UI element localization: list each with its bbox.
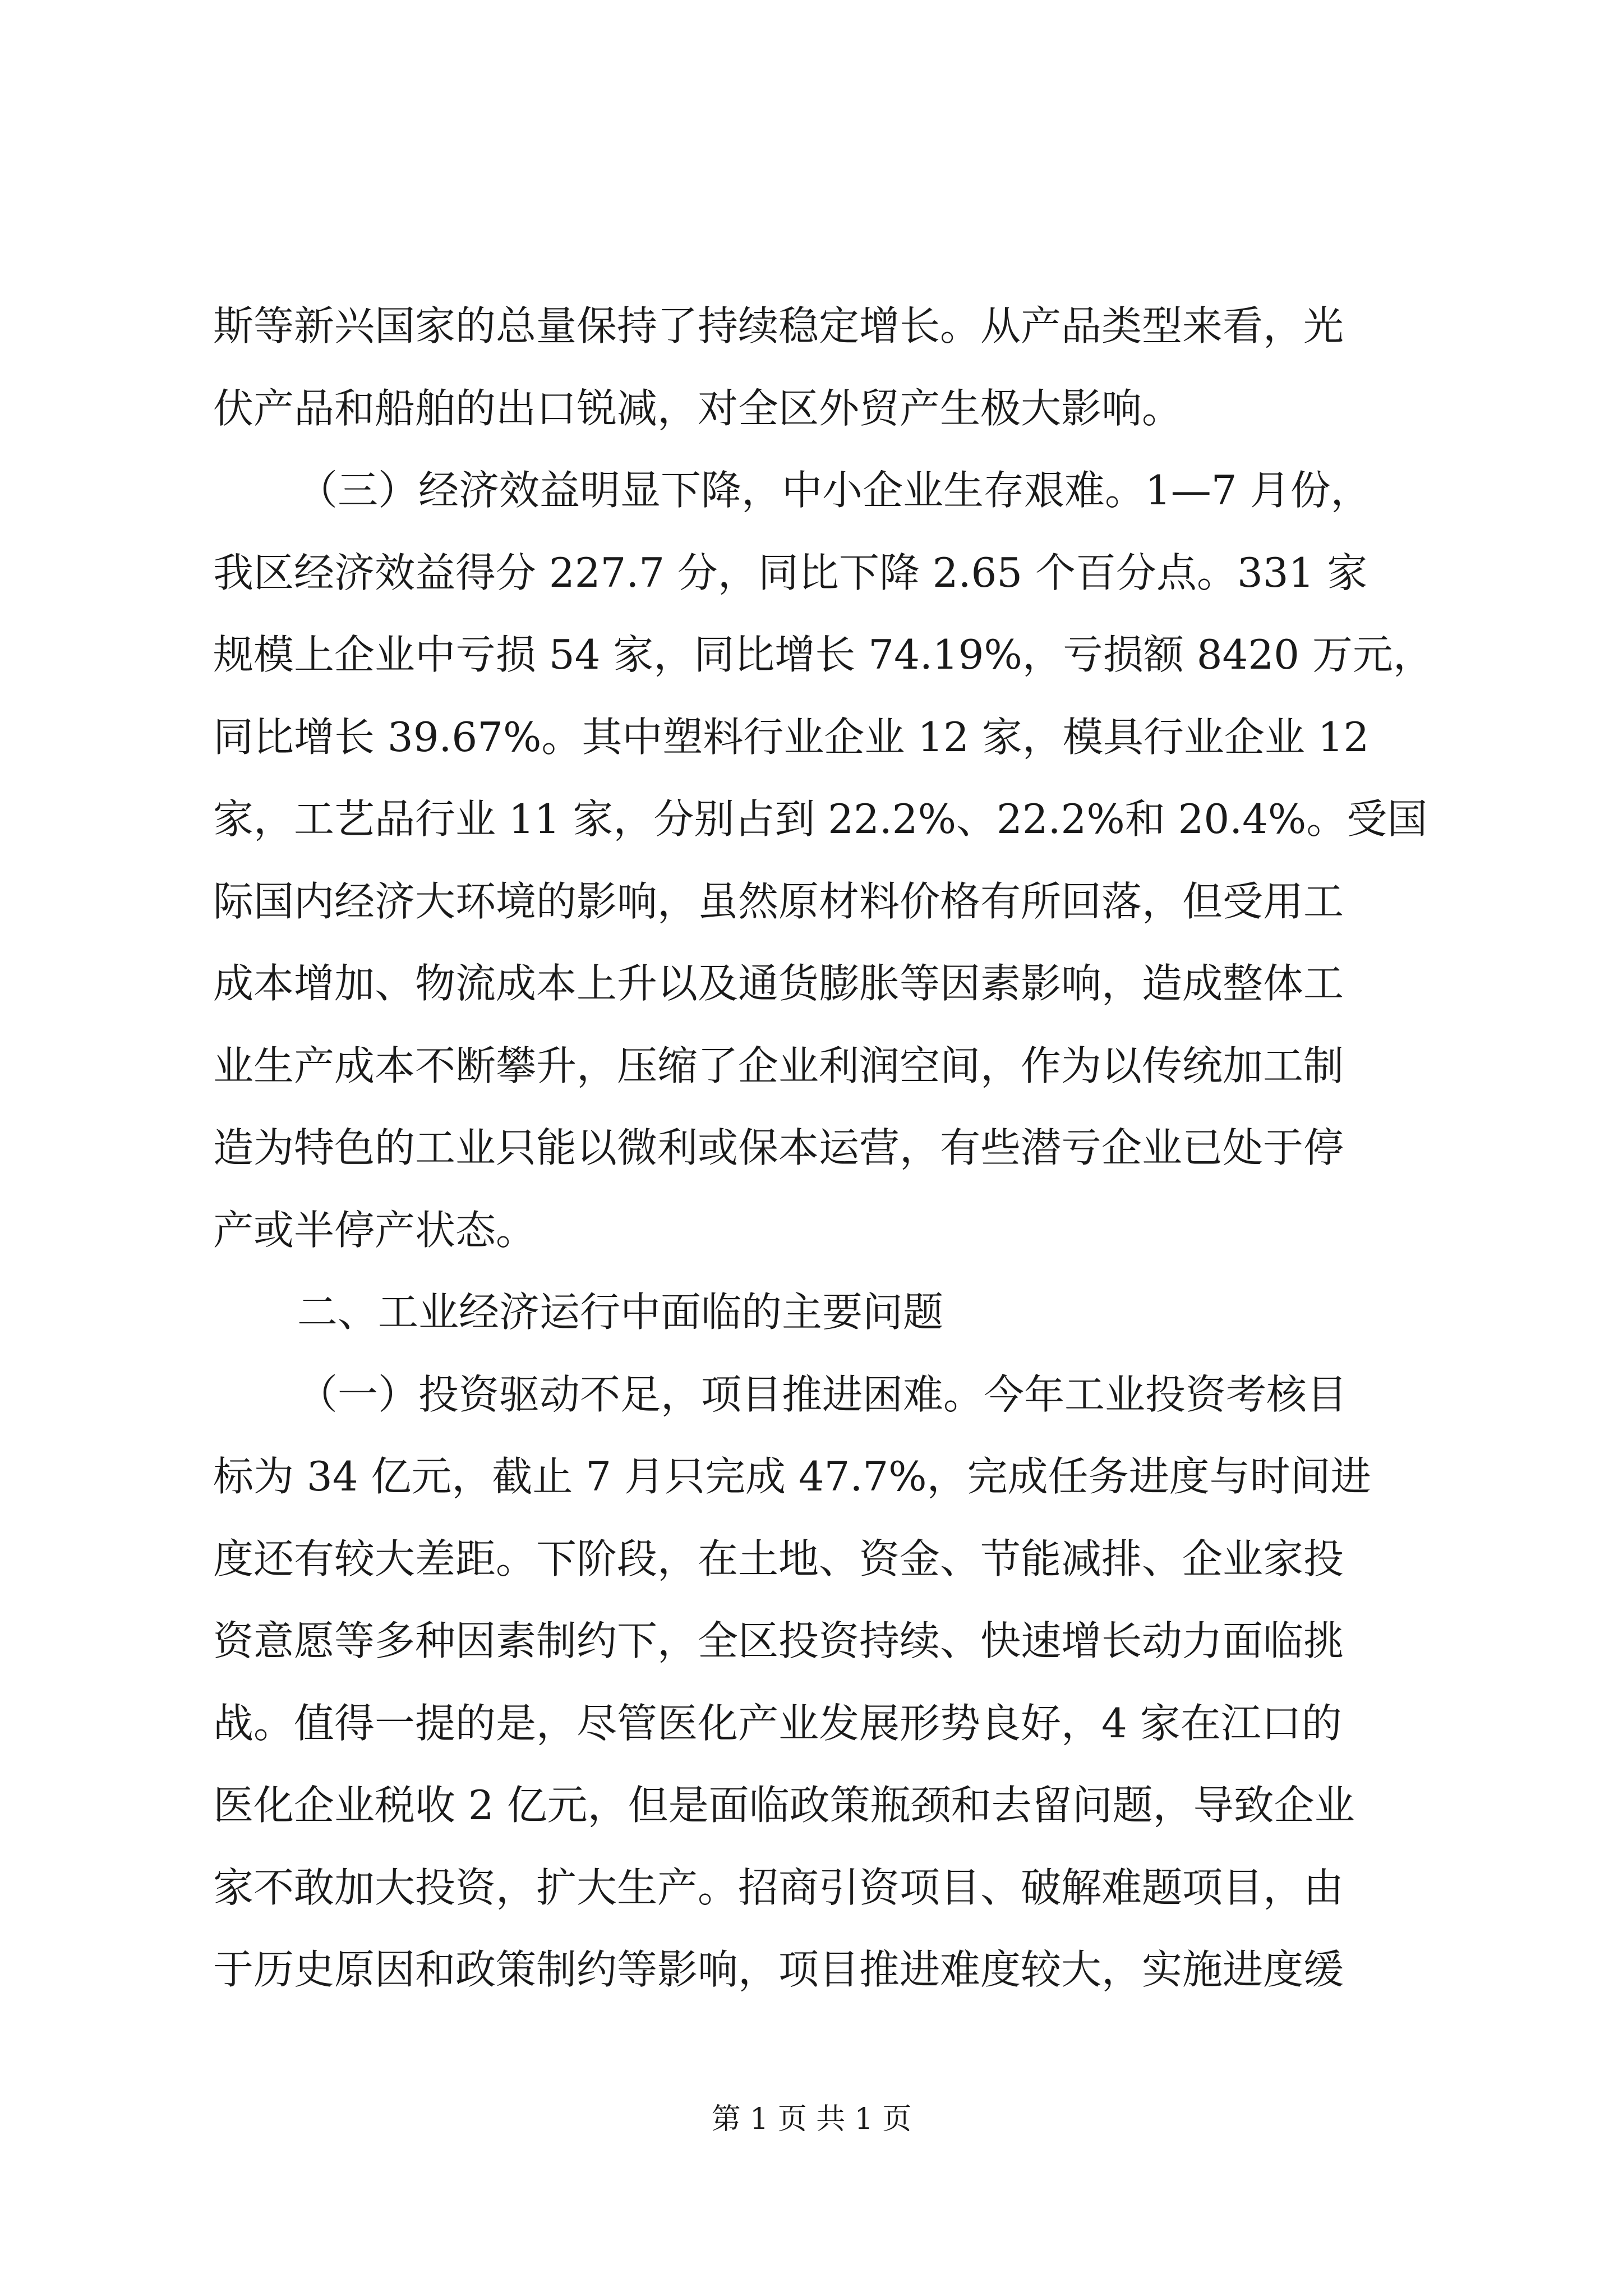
text-line: 造为特色的工业只能以微利或保本运营，有些潜亏企业已处于停 <box>213 1124 1344 1171</box>
text-line: 家，工艺品行业 11 家，分别占到 22.2%、22.2%和 20.4%。受国 <box>213 795 1428 843</box>
text-line: （三）经济效益明显下降，中小企业生存艰难。1—7 月份， <box>297 467 1371 514</box>
text-line: 于历史原因和政策制约等影响，项目推进难度较大，实施进度缓 <box>213 1946 1344 1993</box>
text-line: 我区经济效益得分 227.7 分，同比下降 2.65 个百分点。331 家 <box>213 549 1368 596</box>
text-line: 斯等新兴国家的总量保持了持续稳定增长。从产品类型来看，光 <box>213 302 1344 349</box>
text-line: 资意愿等多种因素制约下，全区投资持续、快速增长动力面临挑 <box>213 1617 1344 1664</box>
text-line: 医化企业税收 2 亿元，但是面临政策瓶颈和去留问题，导致企业 <box>213 1782 1355 1829</box>
text-line: 家不敢加大投资，扩大生产。招商引资项目、破解难题项目，由 <box>213 1864 1344 1911</box>
text-line: 成本增加、物流成本上升以及通货膨胀等因素影响，造成整体工 <box>213 960 1344 1007</box>
text-line: 标为 34 亿元，截止 7 月只完成 47.7%，完成任务进度与时间进 <box>213 1453 1371 1500</box>
text-line: 伏产品和船舶的出口锐减，对全区外贸产生极大影响。 <box>213 385 1183 432</box>
text-line: 际国内经济大环境的影响，虽然原材料价格有所回落，但受用工 <box>213 878 1344 925</box>
text-line: 二、工业经济运行中面临的主要问题 <box>297 1289 944 1336</box>
text-line: 度还有较大差距。下阶段，在土地、资金、节能减排、企业家投 <box>213 1535 1344 1582</box>
text-line: 产或半停产状态。 <box>213 1207 537 1254</box>
text-line: 战。值得一提的是，尽管医化产业发展形势良好，4 家在江口的 <box>213 1700 1342 1747</box>
text-line: 业生产成本不断攀升，压缩了企业利润空间，作为以传统加工制 <box>213 1042 1344 1089</box>
text-line: 规模上企业中亏损 54 家，同比增长 74.19%，亏损额 8420 万元， <box>213 631 1433 678</box>
page-footer: 第 1 页 共 1 页 <box>711 2102 912 2136</box>
text-line: （一）投资驱动不足，项目推进困难。今年工业投资考核目 <box>297 1371 1348 1418</box>
text-line: 同比增长 39.67%。其中塑料行业企业 12 家，模具行业企业 12 <box>213 714 1370 761</box>
